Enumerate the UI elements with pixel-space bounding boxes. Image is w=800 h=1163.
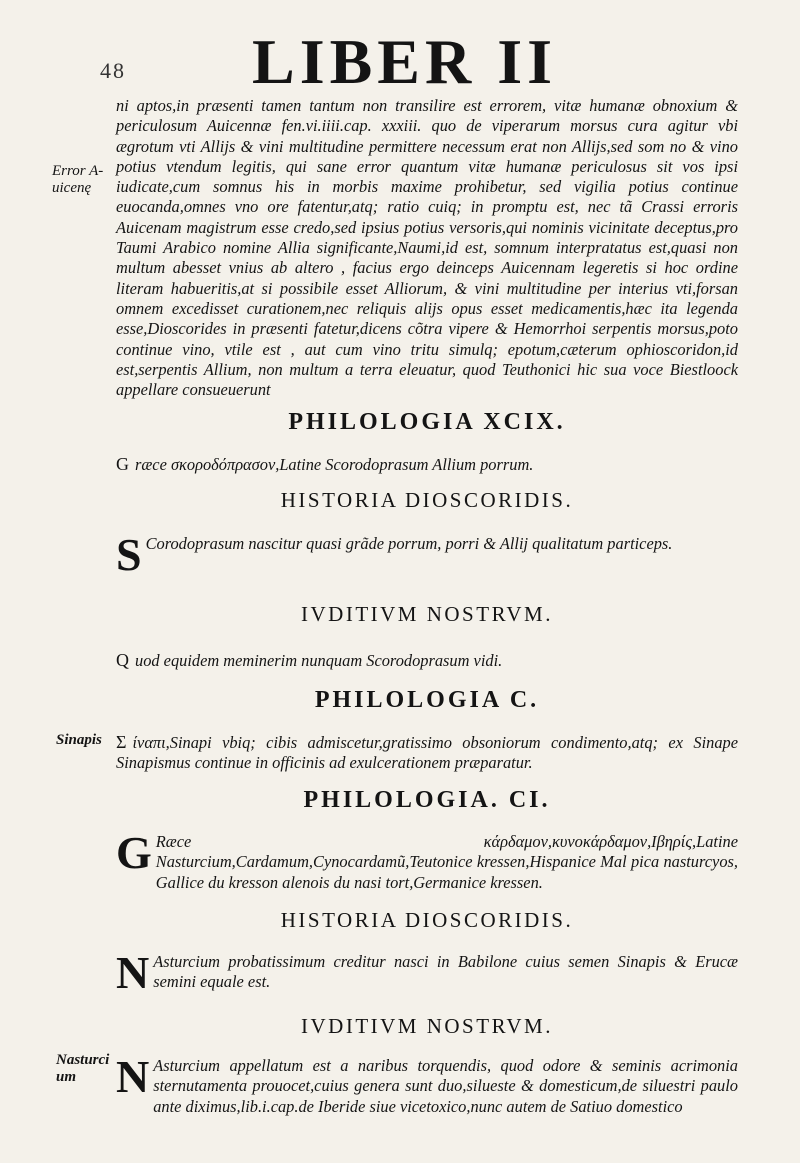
section-text: Asturcium appellatum est a naribus torquendis, quod odore & seminis acrimonia sternutamenta prouocet,cuius genera sunt duo,silueste & domesticum,de siluestri paulo ante diximus,lib.i.cap.de Iberide siue vicetoxico,nunc autem de Satiuo domestico	[153, 1056, 738, 1116]
section-paragraph	[116, 732, 738, 774]
initial-letter: N	[116, 1051, 150, 1102]
initial-letter: Σ	[116, 732, 127, 752]
opening-paragraph: ni aptos,in præsenti tamen tantum non transilire est errorem, vitæ humanæ obnoxium & periculosum Auicennæ fen.vi.iiii.cap. xxxiii. quo de viperarum morsus cura agitur vbi ægrotum vti Allijs & vini multitudine permittere necessum erat non Allijs,sed som no & vino potius vtendum legitis, qui sane error quantum vitæ humanæ periculosus sit vos ipsi iudicate,cum somnus his in morbis maxime prohibetur, sed vigilia potius continue euocanda,omnes vno ore fatentur,atq; ratio cuiq; in promptu est, nec tã Crassi erroris Auicenam magistrum esse credo,sed ipsius potius versoris,qui nominis vicinitate deceptus,pro Taumi Arabico nomine Allia significante,Naumi,id est, somnum interpratatus est,quasi non multum abesset vnius ab altero , facius ergo deinceps Auicennam legeretis si hoc ordine literam habueritis,at si possibile esset Alliorum, & vini multitudine per interius vti,forsan omnem excedisset curationem,nec reliquis alijs opus esset medicamentis,hæc ita legenda esse,Dioscorides in præsenti fatetur,dicens cõtra vipere & Hemorrhoi serpentis morsus,poto continue vino, vtile est , aut cum vino tritu simulq; epotum,cæterum ophioscoridon,id est,serpentis Allium, non multum a terra eleuatur, quod Teuthonici hic sua voce Biestloock appellare consueuerunt	[116, 96, 738, 400]
initial-letter: S	[116, 529, 142, 580]
section-text: Asturcium probatissimum creditur nasci in Babilone cuius semen Sinapis & Erucæ semini equale est.	[153, 952, 738, 992]
section-heading: HISTORIA DIOSCORIDIS.	[280, 488, 574, 512]
margin-note-error: Error A- uicenę	[52, 163, 104, 196]
section-text: Corodoprasum nascitur quasi grãde porrum, porri & Allij qualitatum particeps.	[145, 534, 673, 553]
section-text: ίναπι,Sinapi vbiq; cibis admiscetur,gratissimo obsoniorum condimento,atq; ex Sinape Sinapismus continue in officinis ad exulcerationem præparatur.	[116, 733, 738, 773]
section-paragraph	[116, 1051, 738, 1117]
section-text: ræce σκοροδόπρασον,Latine Scorodoprasum Allium porrum.	[135, 455, 534, 474]
section-heading: HISTORIA DIOSCORIDIS.	[280, 908, 574, 932]
initial-letter: G	[116, 827, 152, 878]
section-paragraph	[116, 454, 738, 475]
section-heading: IVDITIVM NOSTRVM.	[301, 1014, 553, 1038]
page-number: 48	[100, 58, 126, 83]
running-title: LIBER II	[252, 26, 557, 97]
margin-note-nasturcium: Nasturci um	[56, 1052, 110, 1085]
section-heading: PHILOLOGIA. CI.	[303, 787, 551, 813]
section-text: Ræce κάρδαμον,κυνοκάρδαμον,Ιβηρίς,Latine Nasturcium,Cardamum,Cynocardamũ,Teutonice kressen,Hispanice Mal pica nasturcyos, Gallice du kresson alenois du nasi tort,Germanice kressen.	[155, 832, 738, 892]
section-paragraph	[116, 827, 738, 893]
section-heading: IVDITIVM NOSTRVM.	[301, 602, 553, 626]
section-paragraph	[116, 529, 738, 580]
section-paragraph	[116, 947, 738, 998]
margin-note-sinapis: Sinapis	[56, 732, 102, 748]
section-text: uod equidem meminerim nunquam Scorodoprasum vidi.	[135, 651, 503, 670]
initial-letter: N	[116, 947, 150, 998]
initial-letter: G	[116, 454, 129, 474]
section-heading: PHILOLOGIA C.	[314, 687, 540, 713]
initial-letter: Q	[116, 650, 129, 670]
section-paragraph	[116, 650, 738, 671]
section-heading: PHILOLOGIA XCIX.	[288, 409, 566, 435]
